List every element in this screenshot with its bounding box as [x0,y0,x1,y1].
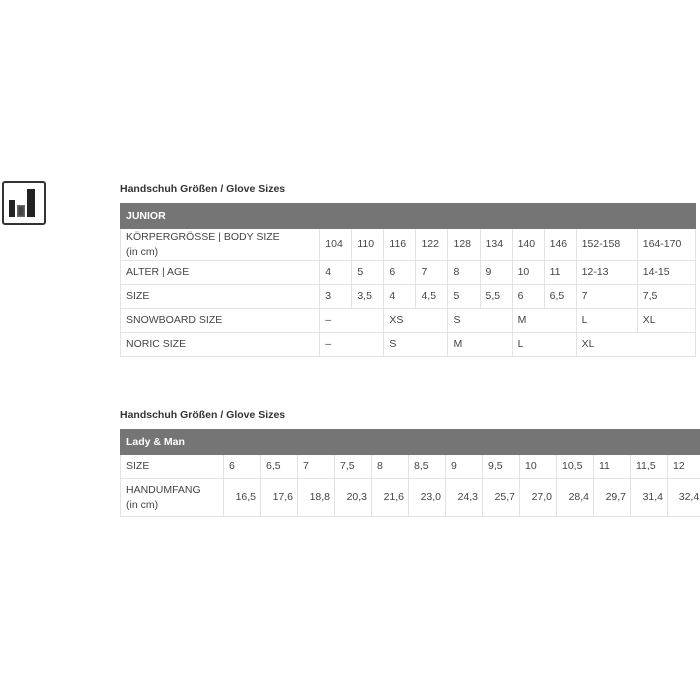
cell: 14-15 [637,261,695,285]
cell: 6,5 [544,285,576,309]
table-row [121,333,696,357]
junior-size-table [120,203,696,357]
cell: 12 [668,455,700,479]
cell: L [576,309,637,333]
cell: 5,5 [480,285,512,309]
cell: 6,5 [261,455,298,479]
cell: 11,5 [631,455,668,479]
cell: 28,4 [557,479,594,517]
row-label-snowboard: SNOWBOARD SIZE [121,309,320,333]
cell: 7 [298,455,335,479]
cell: 116 [384,229,416,261]
cell: S [448,309,512,333]
cell: XL [637,309,695,333]
cell: 18,8 [298,479,335,517]
cell: 24,3 [446,479,483,517]
junior-section-title: Handschuh Größen / Glove Sizes [120,183,286,195]
cell: 104 [320,229,352,261]
row-label-size: SIZE [121,285,320,309]
table-row [121,261,696,285]
cell: 11 [544,261,576,285]
cell: 6 [224,455,261,479]
adult-table-header: Lady & Man [121,430,700,455]
cell: 3 [320,285,352,309]
cell: M [512,309,576,333]
table-row [121,229,696,261]
cell: 128 [448,229,480,261]
junior-table-header: JUNIOR [121,204,696,229]
cell: 9 [446,455,483,479]
cell: 23,0 [409,479,446,517]
cell: 4 [320,261,352,285]
cell: 21,6 [372,479,409,517]
row-label-age: ALTER | AGE [121,261,320,285]
cell: 8 [448,261,480,285]
row-label-size: SIZE [121,455,224,479]
table-row [121,285,696,309]
cell: 8,5 [409,455,446,479]
cell: – [320,333,384,357]
cell: M [448,333,512,357]
cell: 110 [352,229,384,261]
cell: XS [384,309,448,333]
row-label-noric: NORIC SIZE [121,333,320,357]
cell: 7,5 [637,285,695,309]
cell: 4,5 [416,285,448,309]
cell: 12-13 [576,261,637,285]
cell: 20,3 [335,479,372,517]
cell: 31,4 [631,479,668,517]
table-row [121,479,700,517]
cell: 164-170 [637,229,695,261]
cell: 152-158 [576,229,637,261]
adult-size-table [120,429,700,517]
cell: 4 [384,285,416,309]
cell: 10 [512,261,544,285]
cell: 134 [480,229,512,261]
cell: 11 [594,455,631,479]
cell: 5 [448,285,480,309]
cell: 7 [416,261,448,285]
table-row [121,309,696,333]
bar-chart-logo-icon [2,181,46,225]
table-row [121,455,700,479]
cell: XL [576,333,695,357]
cell: 6 [512,285,544,309]
cell: 7 [576,285,637,309]
cell: 10,5 [557,455,594,479]
adult-section-title: Handschuh Größen / Glove Sizes [120,409,286,421]
cell: 6 [384,261,416,285]
cell: 7,5 [335,455,372,479]
row-label-hand-circumference: HANDUMFANG (in cm) [121,479,224,517]
cell: L [512,333,576,357]
cell: 8 [372,455,409,479]
cell: 25,7 [483,479,520,517]
cell: 122 [416,229,448,261]
row-label-body-size: KÖRPERGRÖSSE | BODY SIZE (in cm) [121,229,320,261]
cell: 29,7 [594,479,631,517]
cell: 9 [480,261,512,285]
cell: 32,4 [668,479,700,517]
cell: 5 [352,261,384,285]
cell: – [320,309,384,333]
cell: 9,5 [483,455,520,479]
cell: 27,0 [520,479,557,517]
cell: 17,6 [261,479,298,517]
cell: 3,5 [352,285,384,309]
cell: S [384,333,448,357]
cell: 146 [544,229,576,261]
cell: 16,5 [224,479,261,517]
cell: 10 [520,455,557,479]
cell: 140 [512,229,544,261]
